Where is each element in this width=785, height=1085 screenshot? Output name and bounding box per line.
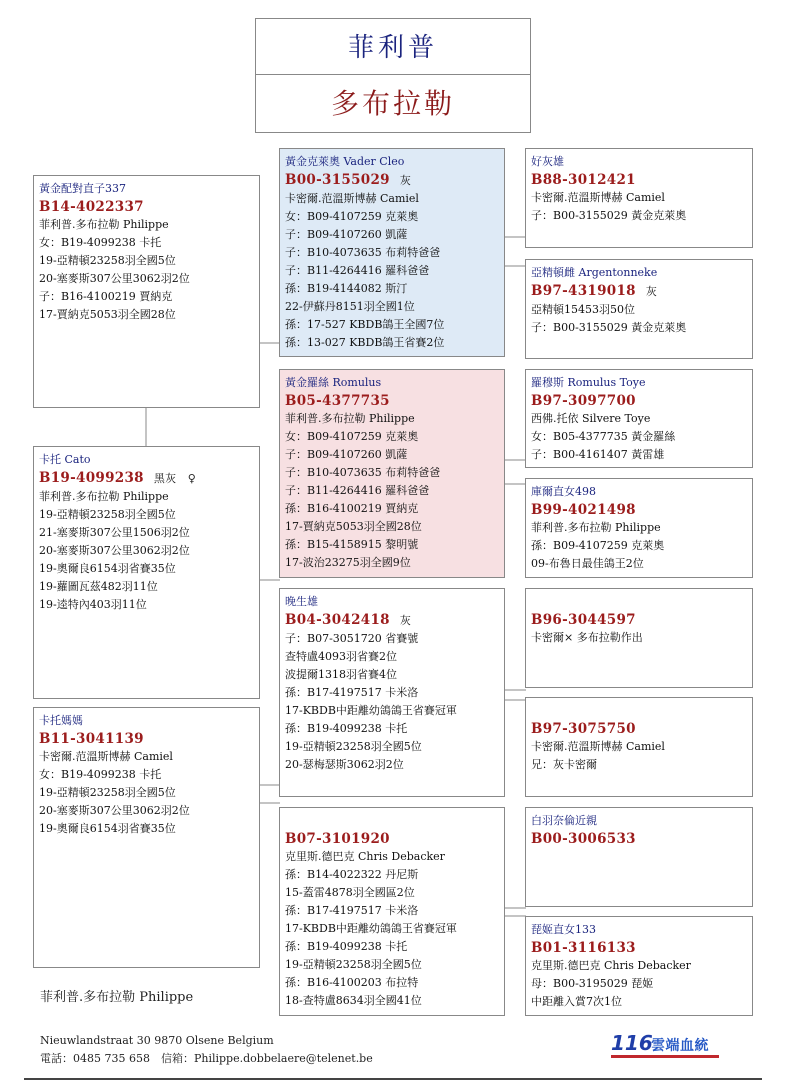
info-line: 子：B10-4073635 布莉特爸爸	[285, 466, 441, 479]
ring-number: B14-4022337	[39, 199, 144, 215]
ring-number: B96-3044597	[531, 612, 636, 628]
bird-color: 黑灰 ♀	[153, 472, 197, 485]
ring-number: B07-3101920	[285, 831, 390, 847]
info-line: 19-奧爾良6154羽省賽35位	[39, 562, 176, 575]
info-line: 孫：B19-4099238 卡托	[285, 940, 408, 953]
info-line: 21-塞麥斯307公里1506羽2位	[39, 526, 190, 539]
dam-dam-sire-sire-box	[525, 807, 753, 907]
info-line: 子：B09-4107260 凱薩	[285, 448, 408, 461]
bird-name: 黃金配對直子337	[39, 182, 126, 195]
ring-number: B97-4319018	[531, 283, 636, 299]
dam-sire-box	[279, 588, 505, 797]
ring-number: B05-4377735	[285, 393, 390, 409]
info-line: 中距離入賞7次1位	[531, 995, 622, 1008]
info-line: 克里斯.德巴克 Chris Debacker	[285, 850, 445, 863]
info-line: 子：B00-3155029 黃金克萊奧	[531, 321, 687, 334]
ring-number: B01-3116133	[531, 940, 636, 956]
info-line: 菲利普.多布拉勒 Philippe	[39, 218, 169, 231]
sire-box	[279, 148, 505, 357]
info-line: 19-亞精頓23258羽全國5位	[39, 508, 176, 521]
dam-dam-sire-dam-box	[525, 916, 753, 1016]
contact-block	[40, 1032, 373, 1068]
info-line: 20-塞麥斯307公里3062羽2位	[39, 272, 190, 285]
info-line: 17-KBDB中距離幼鴿鴿王省賽冠軍	[285, 704, 457, 717]
info-line: 孫：B09-4107259 克萊奧	[531, 539, 665, 552]
cloud-pedigree-logo	[611, 1031, 721, 1057]
footer-divider	[24, 1078, 762, 1080]
info-line: 菲利普.多布拉勒 Philippe	[39, 490, 169, 503]
ring-number: B99-4021498	[531, 502, 636, 518]
logo-number: 116	[611, 1031, 653, 1055]
bird-color: 灰	[399, 174, 412, 187]
info-line: 17-賈納克5053羽全國28位	[39, 308, 176, 321]
dam-sire-dam-box	[525, 697, 753, 797]
info-line: 19-奧爾良6154羽省賽35位	[39, 822, 176, 835]
info-line: 孫：17-527 KBDB鴿王全國7位	[285, 318, 445, 331]
bird-name: 琵姬直女133	[531, 923, 596, 936]
info-line: 母：B00-3195029 琵姬	[531, 977, 654, 990]
owner-first-name: 菲利普	[256, 19, 530, 75]
info-line: 子：B16-4100219 賈納克	[39, 290, 173, 303]
bird-name: 庫爾直女498	[531, 485, 596, 498]
info-line: 孫：B15-4158915 黎明號	[285, 538, 419, 551]
info-line: 孫：13-027 KBDB鴿王省賽2位	[285, 336, 445, 349]
logo-text: 雲端血統	[651, 1038, 709, 1054]
info-line: 子：B11-4264416 羅科爸爸	[285, 484, 430, 497]
sire-dam-box	[525, 259, 753, 359]
ring-number: B97-3097700	[531, 393, 636, 409]
info-line: 兄：灰卡密爾	[531, 758, 597, 771]
info-line: 19-亞精頓23258羽全國5位	[285, 740, 422, 753]
sire-dam-dam-box	[525, 478, 753, 578]
subject-bird-box	[33, 175, 260, 408]
info-line: 查特盧4093羽省賽2位	[285, 650, 397, 663]
contact-line: 電話：0485 735 658 信箱：Philippe.dobbelaere@telenet.be	[40, 1052, 373, 1065]
info-line: 卡密爾.范溫斯博赫 Camiel	[531, 191, 665, 204]
bird-name: 卡托媽媽	[39, 714, 83, 727]
info-line: 19-亞精頓23258羽全國5位	[285, 958, 422, 971]
info-line: 20-塞麥斯307公里3062羽2位	[39, 804, 190, 817]
ring-number-row	[285, 171, 504, 190]
info-line: 菲利普.多布拉勒 Philippe	[531, 521, 661, 534]
info-line: 孫：B16-4100219 賈納克	[285, 502, 419, 515]
info-line: 西佛.托依 Silvere Toye	[531, 412, 651, 425]
info-line: 女：B09-4107259 克萊奧	[285, 430, 419, 443]
dam-sire-sire-box	[525, 588, 753, 688]
address-line: Nieuwlandstraat 30 9870 Olsene Belgium	[40, 1034, 274, 1047]
info-line: 菲利普.多布拉勒 Philippe	[285, 412, 415, 425]
bird-name: 白羽奈倫近親	[531, 814, 597, 827]
dam-box	[33, 446, 260, 699]
ring-number: B04-3042418	[285, 612, 390, 628]
bird-name: 黃金羅絲 Romulus	[285, 376, 382, 389]
info-line: 卡密爾.范溫斯博赫 Camiel	[285, 192, 419, 205]
info-line: 孫：B16-4100203 布拉特	[285, 976, 419, 989]
info-line: 18-查特盧8634羽全國41位	[285, 994, 422, 1007]
info-line: 孫：B19-4144082 斯汀	[285, 282, 408, 295]
info-line: 波提爾1318羽省賽4位	[285, 668, 397, 681]
ring-number-row	[531, 282, 752, 301]
ring-number-row	[39, 469, 259, 488]
sire-dam-sire-box	[525, 369, 753, 468]
info-line: 女：B09-4107259 克萊奧	[285, 210, 419, 223]
info-line: 孫：B17-4197517 卡米洛	[285, 904, 419, 917]
info-line: 19-亞精頓23258羽全國5位	[39, 786, 176, 799]
info-line: 卡密爾× 多布拉勒作出	[531, 631, 643, 644]
info-line: 子：B00-4161407 黃雷雄	[531, 448, 665, 461]
bird-color: 灰	[399, 614, 412, 627]
ring-number: B88-3012421	[531, 172, 636, 188]
info-line: 20-塞麥斯307公里3062羽2位	[39, 544, 190, 557]
bird-name: 黃金克萊奧 Vader Cleo	[285, 155, 405, 168]
info-line: 克里斯.德巴克 Chris Debacker	[531, 959, 691, 972]
info-line: 子：B09-4107260 凱薩	[285, 228, 408, 241]
info-line: 17-KBDB中距離幼鴿鴿王省賽冠軍	[285, 922, 457, 935]
info-line: 女：B19-4099238 卡托	[39, 768, 162, 781]
logo-underline	[611, 1055, 719, 1058]
info-line: 女：B05-4377735 黃金羅絲	[531, 430, 676, 443]
bird-name: 亞精頓雌 Argentonneke	[531, 266, 658, 279]
ring-number: B00-3155029	[285, 172, 390, 188]
sire-sire-box	[525, 148, 753, 248]
info-line: 孫：B14-4022322 丹尼斯	[285, 868, 419, 881]
info-line: 17-賈納克5053羽全國28位	[285, 520, 422, 533]
ring-number: B11-3041139	[39, 731, 144, 747]
info-line: 卡密爾.范溫斯博赫 Camiel	[531, 740, 665, 753]
info-line: 19-蘿圖瓦茲482羽11位	[39, 580, 158, 593]
bird-name: 卡托 Cato	[39, 453, 91, 466]
info-line: 孫：B17-4197517 卡米洛	[285, 686, 419, 699]
info-line: 19-亞精頓23258羽全國5位	[39, 254, 176, 267]
info-line: 20-瑟梅瑟斯3062羽2位	[285, 758, 404, 771]
info-line: 子：B10-4073635 布莉特爸爸	[285, 246, 441, 259]
ring-number: B19-4099238	[39, 470, 144, 486]
info-line: 子：B00-3155029 黃金克萊奧	[531, 209, 687, 222]
ring-number-row	[285, 611, 504, 630]
info-line: 孫：B19-4099238 卡托	[285, 722, 408, 735]
info-line: 22-伊蘇丹8151羽全國1位	[285, 300, 415, 313]
info-line: 19-逵特內403羽11位	[39, 598, 147, 611]
bird-color: 灰	[645, 285, 658, 298]
bird-name: 羅穆斯 Romulus Toye	[531, 376, 646, 389]
dam-dam-sire-box	[279, 807, 505, 1016]
sire-dam-main-box	[279, 369, 505, 578]
owner-surname: 多布拉勒	[330, 87, 455, 120]
ring-number: B00-3006533	[531, 831, 636, 847]
ring-number: B97-3075750	[531, 721, 636, 737]
info-line: 09-布魯日最佳鴿王2位	[531, 557, 644, 570]
info-line: 卡密爾.范溫斯博赫 Camiel	[39, 750, 173, 763]
info-line: 17-波治23275羽全國9位	[285, 556, 411, 569]
owner-signature: 菲利普.多布拉勒 Philippe	[40, 990, 194, 1005]
bird-name: 好灰雄	[531, 155, 564, 168]
info-line: 女：B19-4099238 卡托	[39, 236, 162, 249]
info-line: 子：B11-4264416 羅科爸爸	[285, 264, 430, 277]
info-line: 亞精頓15453羽50位	[531, 303, 635, 316]
dam-dam-box	[33, 707, 260, 968]
bird-name: 晚生雄	[285, 595, 318, 608]
info-line: 子：B07-3051720 省賽號	[285, 632, 419, 645]
info-line: 15-蓋雷4878羽全國區2位	[285, 886, 415, 899]
